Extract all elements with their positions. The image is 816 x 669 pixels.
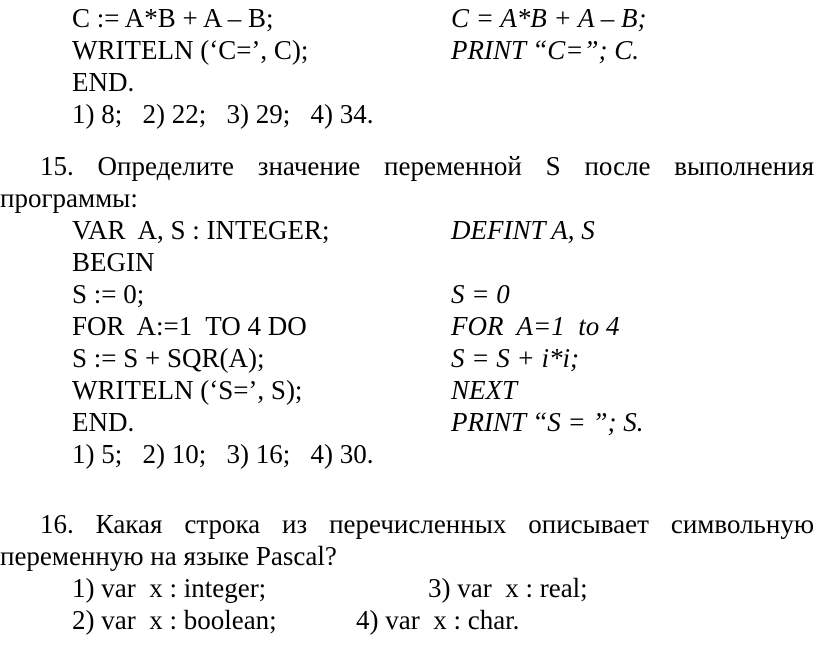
basic-line: S = S + i*i; (451, 343, 579, 373)
answer-options: 1) 8; 2) 22; 3) 29; 4) 34. (72, 99, 374, 129)
pascal-line: WRITELN (‘S=’, S); (72, 375, 303, 405)
question-16-text: 16. Какая строка из перечисленных описывает символьную (40, 509, 814, 539)
pascal-line: S := S + SQR(A); (72, 343, 265, 373)
option-1: 1) var x : integer; (72, 573, 267, 603)
pascal-line: END. (72, 67, 135, 97)
pascal-line: S := 0; (72, 279, 145, 309)
question-15-text-cont: программы: (0, 183, 138, 213)
basic-line: DEFINT A, S (451, 215, 595, 245)
pascal-line: FOR A:=1 TO 4 DO (72, 311, 307, 341)
basic-line: PRINT “C=”; C. (451, 35, 640, 65)
basic-line: S = 0 (451, 279, 510, 309)
option-2: 2) var x : boolean; (72, 605, 277, 635)
pascal-line: C := A*B + A – B; (72, 3, 274, 33)
basic-line: FOR A=1 to 4 (451, 311, 620, 341)
option-4: 4) var x : char. (356, 605, 520, 635)
option-3: 3) var x : real; (428, 573, 588, 603)
pascal-line: END. (72, 407, 135, 437)
answer-options: 1) 5; 2) 10; 3) 16; 4) 30. (72, 439, 374, 469)
question-16-text-cont: переменную на языке Pascal? (0, 541, 337, 571)
basic-line: NEXT (451, 375, 518, 405)
basic-line: C = A*B + A – B; (451, 3, 647, 33)
pascal-line: WRITELN (‘C=’, C); (72, 35, 309, 65)
question-15-text: 15. Определите значение переменной S после выполнения (40, 151, 814, 181)
pascal-line: BEGIN (72, 247, 155, 277)
basic-line: PRINT “S = ”; S. (451, 407, 644, 437)
pascal-line: VAR A, S : INTEGER; (72, 215, 330, 245)
